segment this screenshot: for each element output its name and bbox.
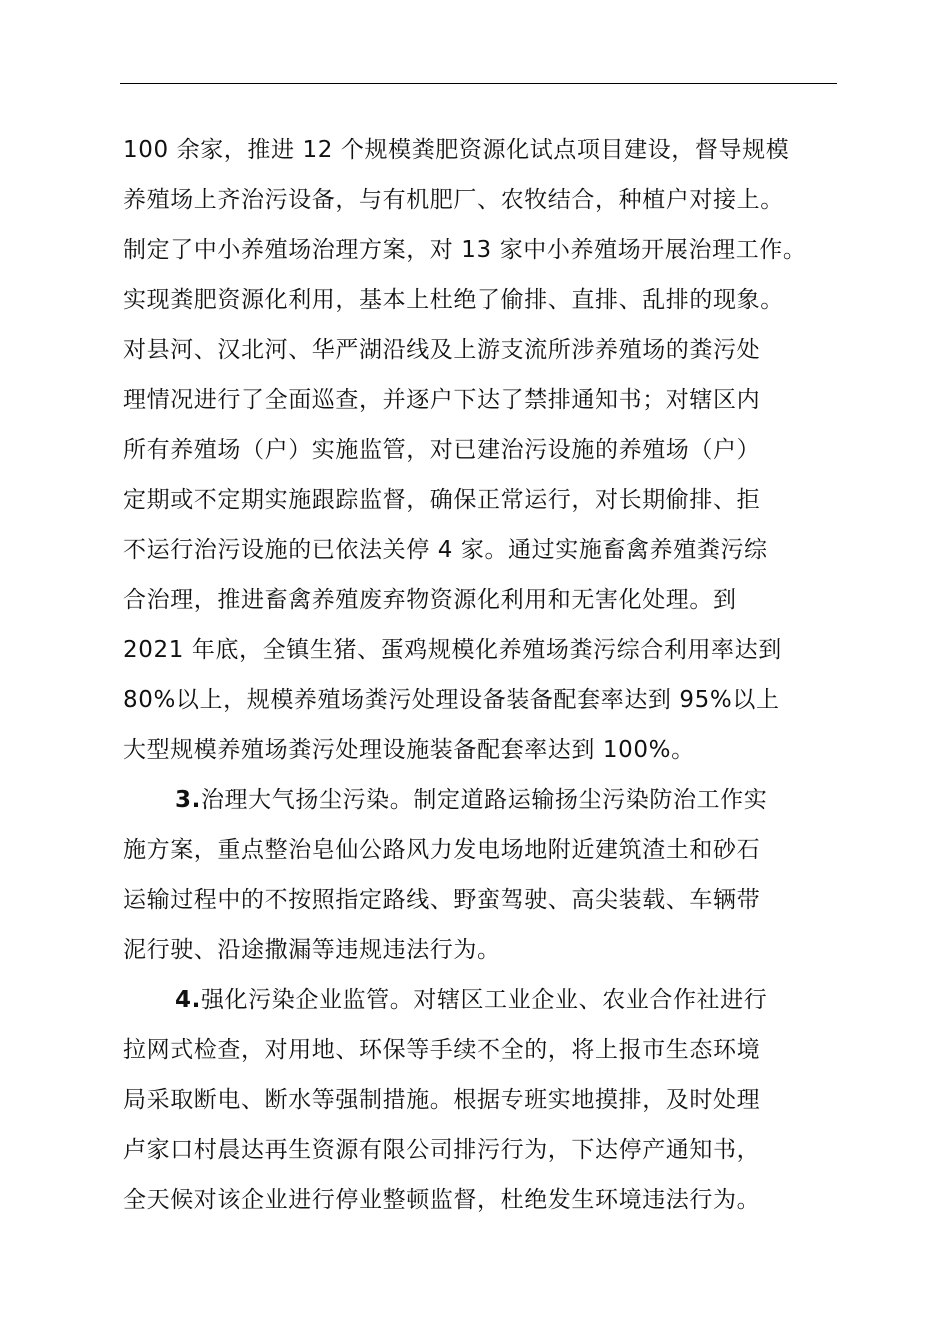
section-3-first-line: 治理大气扬尘污染。制定道路运输扬尘污染防治工作实	[200, 787, 768, 813]
text-line: 理情况进行了全面巡查，并逐户下达了禁排通知书；对辖区内	[123, 387, 761, 413]
text-line: 运输过程中的不按照指定路线、野蛮驾驶、高尖装载、车辆带	[123, 887, 761, 913]
section-3-heading-line	[123, 775, 843, 825]
text-line: 对县河、汉北河、华严湖沿线及上游支流所涉养殖场的粪污处	[123, 337, 761, 363]
text-line: 制定了中小养殖场治理方案，对 13 家中小养殖场开展治理工作。	[123, 237, 807, 263]
section-4-number: 4.	[175, 987, 201, 1013]
text-line: 2021 年底，全镇生猪、蛋鸡规模化养殖场粪污综合利用率达到	[123, 637, 782, 663]
body-text	[123, 125, 843, 1225]
text-line: 80%以上，规模养殖场粪污处理设备装备配套率达到 95%以上	[123, 687, 780, 713]
text-line: 泥行驶、沿途撒漏等违规违法行为。	[123, 937, 501, 963]
text-line: 全天候对该企业进行停业整顿监督，杜绝发生环境违法行为。	[123, 1187, 761, 1213]
section-3-number: 3.	[175, 787, 201, 813]
text-line: 卢家口村晨达再生资源有限公司排污行为，下达停产通知书，	[123, 1137, 761, 1163]
text-line: 施方案，重点整治皂仙公路风力发电场地附近建筑渣土和砂石	[123, 837, 761, 863]
text-line: 所有养殖场（户）实施监管，对已建治污设施的养殖场（户）	[123, 437, 761, 463]
text-line: 定期或不定期实施跟踪监督，确保正常运行，对长期偷排、拒	[123, 487, 761, 513]
text-line: 大型规模养殖场粪污处理设施装备配套率达到 100%。	[123, 737, 695, 763]
header-rule	[120, 83, 837, 84]
text-line: 不运行治污设施的已依法关停 4 家。通过实施畜禽养殖粪污综	[123, 537, 768, 563]
text-line: 拉网式检查，对用地、环保等手续不全的，将上报市生态环境	[123, 1037, 761, 1063]
text-line: 局采取断电、断水等强制措施。根据专班实地摸排，及时处理	[123, 1087, 761, 1113]
text-line: 合治理，推进畜禽养殖废弃物资源化利用和无害化处理。到	[123, 587, 737, 613]
section-4-heading-line	[123, 975, 843, 1025]
section-4-first-line: 强化污染企业监管。对辖区工业企业、农业合作社进行	[200, 987, 768, 1013]
text-line: 100 余家，推进 12 个规模粪肥资源化试点项目建设，督导规模	[123, 137, 790, 163]
text-line: 实现粪肥资源化利用，基本上杜绝了偷排、直排、乱排的现象。	[123, 287, 784, 313]
text-line: 养殖场上齐治污设备，与有机肥厂、农牧结合，种植户对接上。	[123, 187, 784, 213]
